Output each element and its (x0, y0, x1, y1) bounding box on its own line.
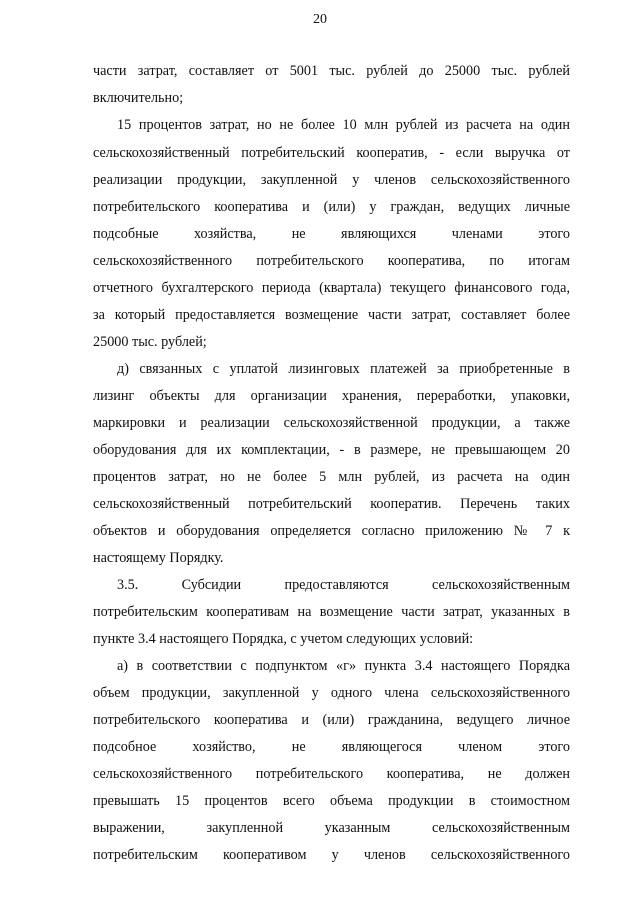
text-line: потребительским кооперативам на возмещение части затрат, указанных в (93, 604, 570, 620)
text-line: выражении, закупленной указанным сельскохозяйственным (93, 820, 570, 836)
text-line: подсобное хозяйство, не являющегося членом этого (93, 739, 570, 755)
text-line: потребительского кооператива и (или) у граждан, ведущих личные (93, 199, 570, 215)
text-line: а) в соответствии с подпунктом «г» пункта 3.4 настоящего Порядка (117, 658, 570, 674)
text-line: 25000 тыс. рублей; (93, 334, 207, 350)
text-line: потребительского кооператива и (или) гражданина, ведущего личное (93, 712, 570, 728)
text-line: сельскохозяйственного потребительского кооператива, не должен (93, 766, 570, 782)
text-line: отчетного бухгалтерского периода (квартала) текущего финансового года, (93, 280, 570, 296)
text-line: объектов и оборудования определяется согласно приложению № 7 к (93, 523, 570, 539)
text-line: 3.5. Субсидии предоставляются сельскохозяйственным (117, 577, 570, 593)
text-line: д) связанных с уплатой лизинговых платежей за приобретенные в (117, 361, 570, 377)
text-line: потребительским кооперативом у членов сельскохозяйственного (93, 847, 570, 863)
text-line: сельскохозяйственный потребительский кооператив, - если выручка от (93, 145, 570, 161)
text-line: оборудования для их комплектации, - в размере, не превышающем 20 (93, 442, 570, 458)
text-line: включительно; (93, 90, 184, 106)
text-line: лизинг объекты для организации хранения, переработки, упаковки, (93, 388, 570, 404)
text-line: превышать 15 процентов всего объема продукции в стоимостном (93, 793, 570, 809)
text-line: реализации продукции, закупленной у членов сельскохозяйственного (93, 172, 570, 188)
text-line: за который предоставляется возмещение части затрат, составляет более (93, 307, 570, 323)
text-line: процентов затрат, но не более 5 млн рублей, из расчета на один (93, 469, 570, 485)
text-line: сельскохозяйственный потребительский кооператив. Перечень таких (93, 496, 570, 512)
text-line: сельскохозяйственного потребительского кооператива, по итогам (93, 253, 570, 269)
text-line: части затрат, составляет от 5001 тыс. рублей до 25000 тыс. рублей (93, 63, 570, 79)
text-line: подсобные хозяйства, не являющихся членами этого (93, 226, 570, 242)
text-line: пункте 3.4 настоящего Порядка, с учетом следующих условий: (93, 631, 474, 647)
page-number: 20 (313, 12, 327, 27)
text-line: 15 процентов затрат, но не более 10 млн рублей из расчета на один (117, 117, 570, 133)
text-line: настоящему Порядку. (93, 550, 224, 566)
text-line: маркировки и реализации сельскохозяйственной продукции, а также (93, 415, 570, 431)
text-line: объем продукции, закупленной у одного члена сельскохозяйственного (93, 685, 570, 701)
